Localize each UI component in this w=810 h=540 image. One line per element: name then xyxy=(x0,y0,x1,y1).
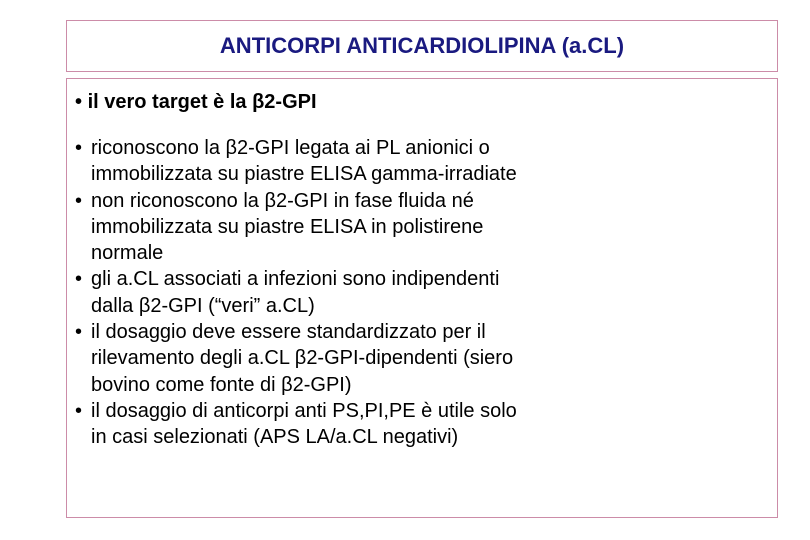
title-box xyxy=(66,20,778,72)
bullet-item xyxy=(75,398,765,451)
bullet-marker: • xyxy=(75,399,83,422)
bullet-line: il dosaggio di anticorpi anti PS,PI,PE è utile solo xyxy=(91,399,517,422)
bullet-line: gli a.CL associati a infezioni sono indipendenti xyxy=(91,268,500,291)
bullet-item-key-point xyxy=(75,91,317,114)
bullet-line: normale xyxy=(91,242,164,265)
bullet-list xyxy=(75,135,765,451)
bullet-marker: • xyxy=(75,268,83,291)
bullet-line: immobilizzata su piastre ELISA gamma-irradiate xyxy=(91,163,517,186)
bullet-line: bovino come fonte di β2-GPI) xyxy=(91,373,352,396)
bullet-item xyxy=(75,266,765,319)
bullet-line: rilevamento degli a.CL β2-GPI-dipendenti (siero xyxy=(91,347,514,370)
bullet-line: il dosaggio deve essere standardizzato per il xyxy=(91,321,486,344)
bullet-line: riconoscono la β2-GPI legata ai PL anionici o xyxy=(91,137,490,159)
bullet-marker: • xyxy=(75,321,83,344)
bullet-marker: • xyxy=(75,189,83,212)
slide-title: ANTICORPI ANTICARDIOLIPINA (a.CL) xyxy=(219,33,625,58)
bullet-line: dalla β2-GPI (“veri” a.CL) xyxy=(91,294,315,317)
bullet-item xyxy=(75,188,765,267)
bullet-line: non riconoscono la β2-GPI in fase fluida né xyxy=(91,189,474,212)
bullet-text: il vero target è la β2-GPI xyxy=(87,91,317,113)
content-box xyxy=(66,78,778,518)
bullet-marker: • xyxy=(75,91,83,113)
bullet-line: in casi selezionati (APS LA/a.CL negativi) xyxy=(91,426,459,449)
bullet-item xyxy=(75,135,765,188)
bullet-item xyxy=(75,319,765,398)
bullet-marker: • xyxy=(75,137,83,159)
bullet-line: immobilizzata su piastre ELISA in polistirene xyxy=(91,215,484,238)
